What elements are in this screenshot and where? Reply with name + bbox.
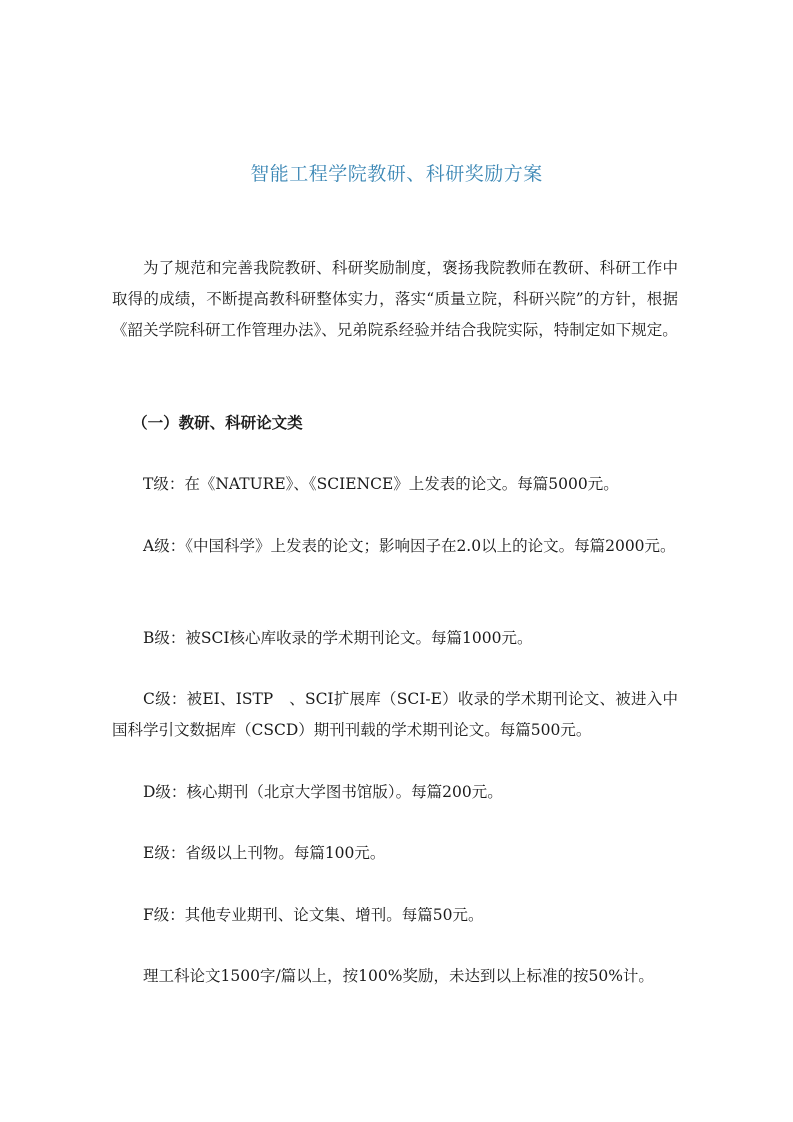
rule-item-b-level: B级：被SCI核心库收录的学术期刊论文。每篇1000元。 (143, 629, 533, 647)
rule-item-t-level: T级：在《NATURE》、《SCIENCE》上发表的论文。每篇5000元。 (143, 475, 619, 493)
rule-note-word-count: 理工科论文1500字/篇以上，按100%奖励，未达到以上标准的按50%计。 (143, 967, 654, 985)
rule-item-a-level: A级：《中国科学》上发表的论文；影响因子在2.0以上的论文。每篇2000元。 (143, 537, 676, 555)
rule-item-d-level: D级：核心期刊（北京大学图书馆版）。每篇200元。 (143, 783, 503, 801)
document-title: 智能工程学院教研、科研奖励方案 (250, 163, 543, 185)
rule-item-c-level: C级：被EI、ISTP 、SCI扩展库（SCI-E）收录的学术期刊论文、被进入中国科学引文数据库（CSCD）期刊刊载的学术期刊论文。每篇500元。 (112, 690, 678, 739)
rule-item-e-level: E级：省级以上刊物。每篇100元。 (143, 844, 386, 862)
intro-paragraph: 为了规范和完善我院教研、科研奖励制度，褒扬我院教师在教研、科研工作中取得的成绩，不断提高教科研整体实力，落实“质量立院，科研兴院”的方针，根据《韶关学院科研工作管理办法》、兄弟院系经验并结合我院实际，特制定如下规定。 (112, 259, 678, 339)
section-heading-papers: （一）教研、科研论文类 (132, 414, 303, 432)
rule-item-f-level: F级：其他专业期刊、论文集、增刊。每篇50元。 (143, 906, 484, 924)
